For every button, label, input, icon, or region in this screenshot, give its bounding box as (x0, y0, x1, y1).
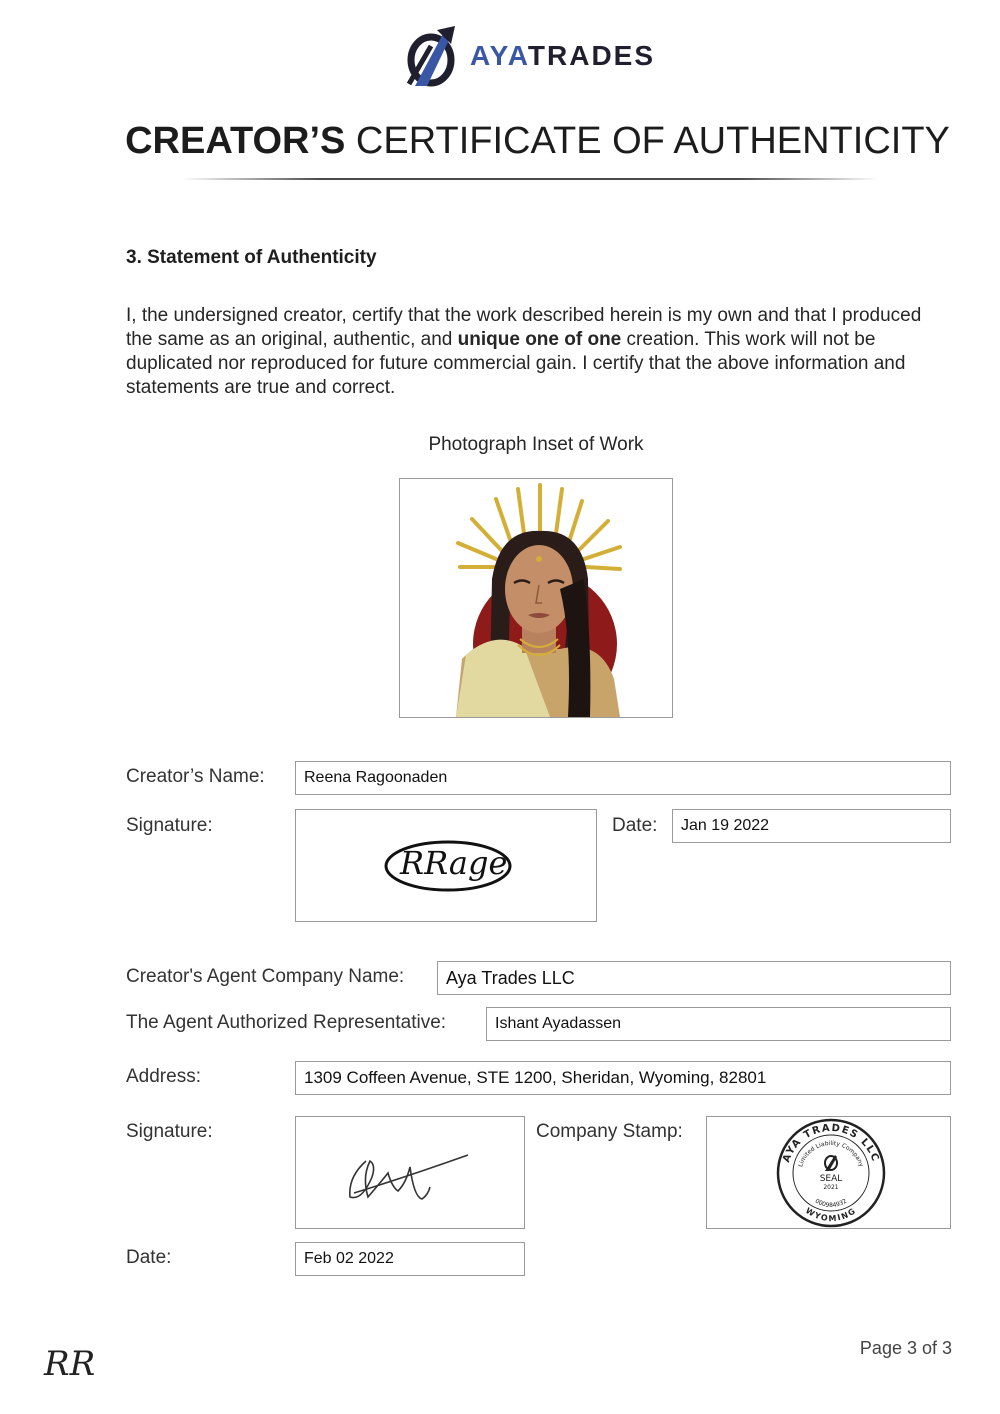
stamp-top-text: AYA TRADES LLC (781, 1122, 881, 1164)
title-divider (182, 178, 878, 180)
stamp-logo-icon (825, 1155, 837, 1171)
company-stamp-label: Company Stamp: (536, 1121, 683, 1142)
statement-text-before: I, the undersigned creator, certify that the work described herein is my own and that I produced the same as an original, authentic, and (126, 305, 922, 350)
creator-signature-drawing (296, 810, 596, 921)
artwork-photo (399, 478, 673, 718)
title-bold: CREATOR’S (125, 120, 346, 162)
agent-company-field[interactable]: Aya Trades LLC (437, 961, 951, 995)
agent-company-label: Creator's Agent Company Name: (126, 966, 405, 987)
aya-trades-logo-icon (405, 24, 461, 90)
agent-date-field[interactable]: Feb 02 2022 (295, 1242, 525, 1276)
title-rest: CERTIFICATE OF AUTHENTICITY (345, 120, 950, 162)
creator-name-label: Creator’s Name: (126, 766, 265, 787)
brand-name (470, 38, 655, 74)
creator-signature-label: Signature: (126, 815, 213, 836)
certificate-title (0, 116, 1000, 166)
brand-rest: TRADES (527, 40, 656, 71)
creator-date-label: Date: (612, 815, 658, 836)
stamp-year: 2021 (823, 1184, 839, 1191)
creator-signature-box[interactable] (295, 809, 597, 922)
stamp-bottom-text: WYOMING (803, 1205, 858, 1224)
stamp-seal-text: SEAL (819, 1174, 843, 1184)
company-stamp-box (706, 1116, 951, 1229)
statement-text-after: creation. This work will not be duplicated nor reproduced for future commercial gain. I certify that the above information and statements are true and correct. (126, 329, 906, 398)
agent-signature-box[interactable] (295, 1116, 525, 1229)
agent-signature-drawing (296, 1117, 524, 1228)
agent-rep-field[interactable]: Ishant Ayadassen (486, 1007, 951, 1041)
stamp-number: 000984932 (813, 1197, 849, 1209)
statement-paragraph (126, 304, 946, 400)
address-label: Address: (126, 1066, 201, 1087)
brand-accent: AYA (470, 40, 528, 71)
svg-text:000984932 (814, 1198, 849, 1209)
agent-rep-label: The Agent Authorized Representative: (126, 1012, 447, 1033)
creator-initials: RR (44, 1344, 96, 1384)
photo-caption: Photograph Inset of Work (428, 434, 644, 455)
agent-signature-label: Signature: (126, 1121, 213, 1142)
section-heading: 3. Statement of Authenticity (126, 247, 377, 268)
stamp-inner-text: Limited Liability Company (797, 1139, 865, 1168)
company-seal-stamp (707, 1117, 950, 1228)
creator-signature-text: RRage (400, 844, 508, 882)
page-number: Page 3 of 3 (859, 1338, 952, 1358)
creator-name-field[interactable]: Reena Ragoonaden (295, 761, 951, 795)
creator-date-field[interactable]: Jan 19 2022 (672, 809, 951, 843)
agent-date-label: Date: (126, 1247, 172, 1268)
statement-text-bold: unique one of one (457, 329, 622, 350)
address-field[interactable]: 1309 Coffeen Avenue, STE 1200, Sheridan, Wyoming, 82801 (295, 1061, 951, 1095)
